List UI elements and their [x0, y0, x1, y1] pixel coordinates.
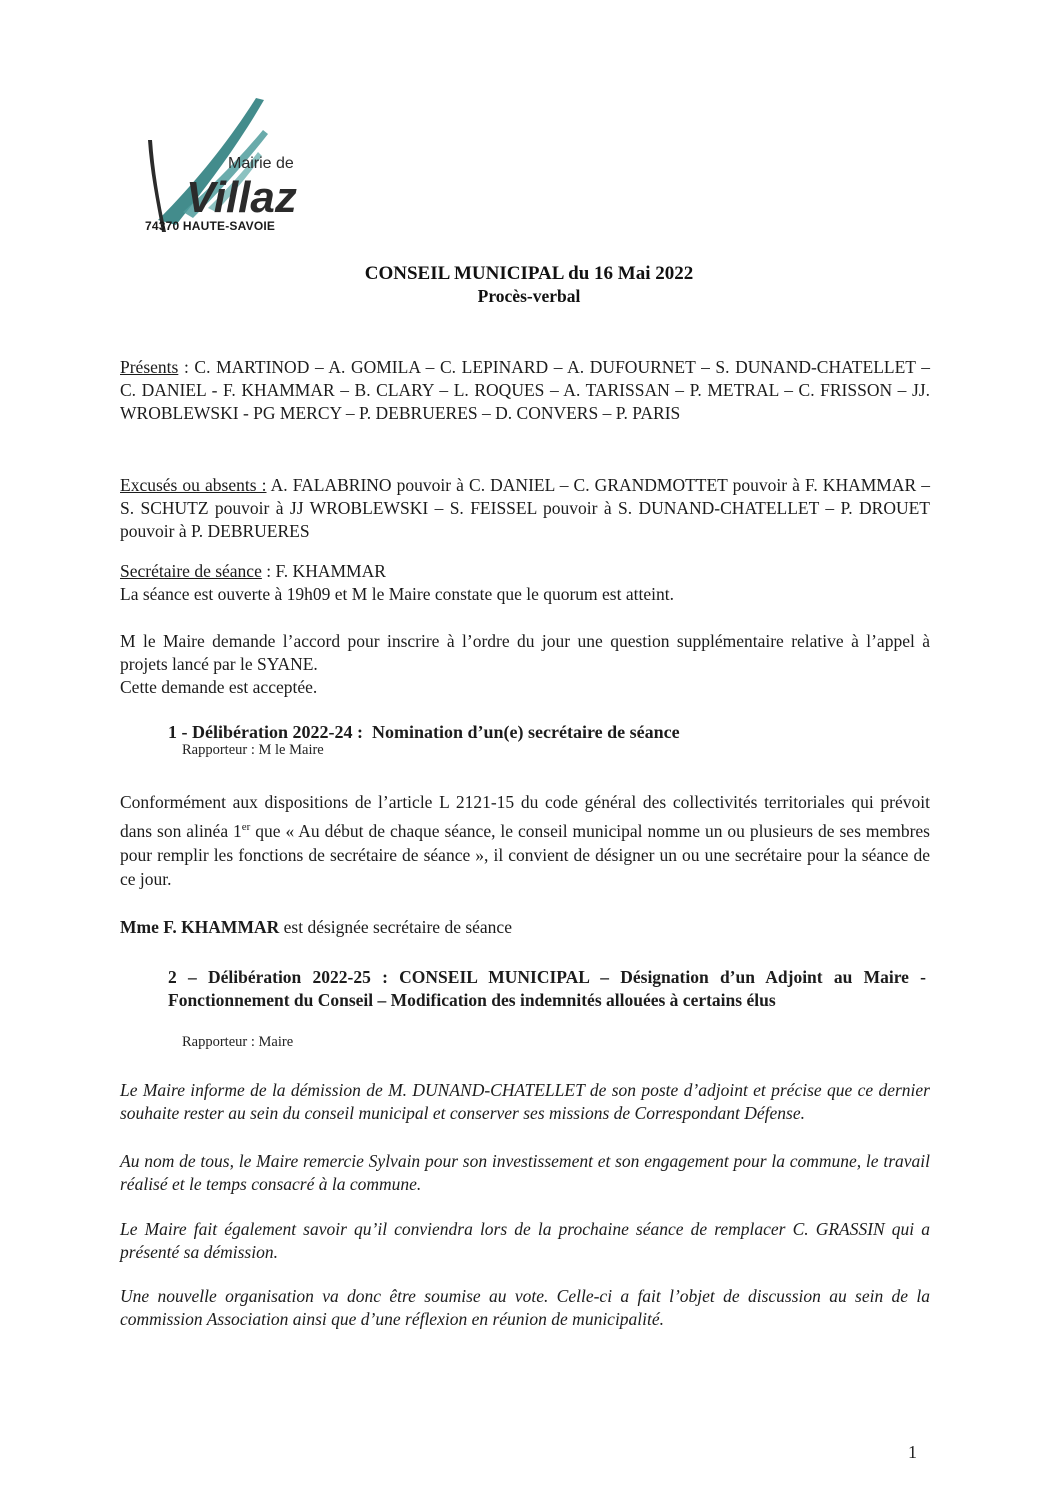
presents-list: : C. MARTINOD – A. GOMILA – C. LEPINARD – A. DUFOURNET – S. DUNAND-CHATELLET – C. DANIEL - F. KHAMMAR – B. CLARY – L. ROQUES – A. TARISSAN – P. METRAL – C. FRISSON – JJ. WROBLEWSKI - PG MERCY – P. DEBRUERES – D. CONVERS – P. PARIS: [120, 357, 930, 423]
deliberation2-p4: Une nouvelle organisation va donc être soumise au vote. Celle-ci a fait l’objet de discussion au sein de la commission Association ainsi que d’une réflexion en réunion de municipalité.: [120, 1286, 930, 1329]
document-subtitle: Procès-verbal: [477, 286, 581, 306]
excuses-list: A. FALABRINO pouvoir à C. DANIEL – C. GRANDMOTTET pouvoir à F. KHAMMAR – S. SCHUTZ pouvoir à JJ WROBLEWSKI – S. FEISSEL pouvoir à S. DUNAND-CHATELLET – P. DROUET pouvoir à P. DEBRUERES: [120, 475, 930, 541]
deliberation1-result: Mme F. KHAMMAR est désignée secrétaire de séance: [120, 917, 512, 937]
ouverture-line: La séance est ouverte à 19h09 et M le Maire constate que le quorum est atteint.: [120, 584, 674, 604]
demande-accepted: Cette demande est acceptée.: [120, 677, 318, 697]
deliberation1-title: Nomination d’un(e) secrétaire de séance: [371, 722, 680, 742]
presents-label: Présents: [120, 357, 179, 377]
logo-line1: Mairie de: [228, 155, 294, 172]
logo-line2: Villaz: [186, 173, 297, 222]
excuses-label: Excusés ou absents :: [120, 475, 267, 495]
secretaire-label: Secrétaire de séance: [120, 561, 262, 581]
deliberation2-p3: Le Maire fait également savoir qu’il conviendra lors de la prochaine séance de remplacer C. GRASSIN qui a présenté sa démission.: [120, 1219, 930, 1262]
demande-paragraph: M le Maire demande l’accord pour inscrire à l’ordre du jour une question supplémentaire relative à l’appel à projets lancé par le SYANE.: [120, 631, 930, 674]
excuses-paragraph: [120, 474, 930, 543]
deliberation2-p1: Le Maire informe de la démission de M. DUNAND-CHATELLET de son poste d’adjoint et précise que ce dernier souhaite rester au sein du conseil municipal et conserver ses missions de Correspondant Défense.: [120, 1080, 930, 1123]
page-number: 1: [908, 1442, 917, 1462]
logo-caption: 74370 HAUTE-SAVOIE: [145, 219, 276, 233]
secretaire-name: : F. KHAMMAR: [261, 561, 386, 581]
deliberation1-number: 1 - Délibération 2022-24 :: [168, 722, 363, 742]
deliberation1-body: Conformément aux dispositions de l’article L 2121-15 du code général des collectivités territoriales qui prévoit dans son alinéa 1er que « Au début de chaque séance, le conseil municipal nomme un ou plusieurs de ses membres pour remplir les fonctions de secrétaire de séance », il convient de désigner un ou une secrétaire pour la séance de ce jour.: [120, 792, 930, 890]
document-title: CONSEIL MUNICIPAL du 16 Mai 2022: [364, 263, 694, 284]
designated-secretary: Mme F. KHAMMAR: [120, 917, 280, 937]
mairie-villaz-logo: [128, 90, 313, 240]
deliberation2-p2: Au nom de tous, le Maire remercie Sylvain pour son investissement et son engagement pour la commune, le travail réalisé et le temps consacré à la commune.: [120, 1151, 930, 1194]
presents-paragraph: [120, 356, 930, 425]
deliberation1-heading: [168, 721, 928, 744]
deliberation2-heading: 2 – Délibération 2022-25 : CONSEIL MUNICIPAL – Désignation d’un Adjoint au Maire - Fonctionnement du Conseil – Modification des indemnités allouées à certains élus: [168, 967, 926, 1010]
deliberation2-rapporteur: Rapporteur : Maire: [182, 1034, 294, 1050]
deliberation1-rapporteur: Rapporteur : M le Maire: [182, 742, 324, 758]
secretaire-line: [120, 560, 930, 583]
